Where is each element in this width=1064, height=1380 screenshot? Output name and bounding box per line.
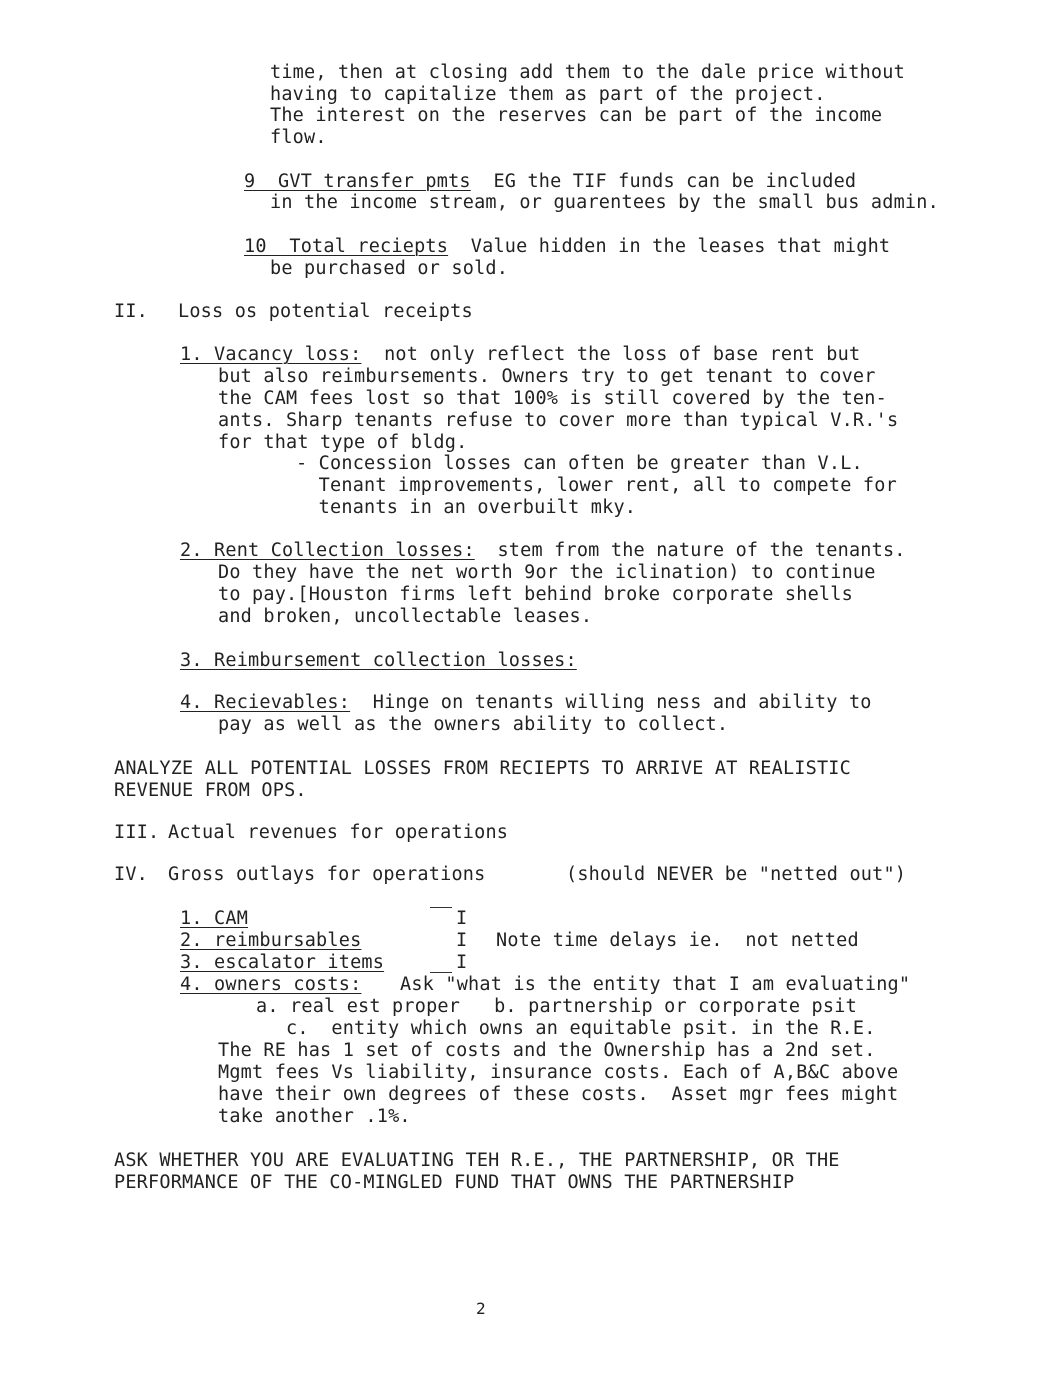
rent-collection-line: to pay.[Houston firms left behind broke corporate shells (218, 584, 853, 605)
bracket-mark: I (456, 930, 468, 951)
owners-costs-detail: take another .1%. (218, 1106, 411, 1127)
owners-costs-sub-ab: a. real est proper b. partnership or corporate psit (256, 996, 857, 1017)
owners-costs-sub-c: c. entity which owns an equitable psit. in the R.E. (286, 1018, 876, 1039)
reimbursement-heading: 3. Reimbursement collection losses: (180, 650, 577, 671)
concession-line: Tenant improvements, lower rent, all to compete for (296, 475, 897, 496)
outlay-item (180, 930, 361, 952)
closing-note-line: ASK WHETHER YOU ARE EVALUATING TEH R.E., THE PARTNERSHIP, OR THE (114, 1150, 840, 1171)
reimbursement-line (180, 650, 577, 672)
continuation-line: flow. (270, 127, 327, 148)
section-3-numeral: III. (114, 822, 160, 843)
owners-costs-detail: The RE has 1 set of costs and the Ownership has a 2nd set. (218, 1040, 876, 1061)
vacancy-line: ants. Sharp tenants refuse to cover more than typical V.R.'s (218, 410, 899, 431)
vacancy-heading: 1. Vacancy loss: (180, 344, 362, 365)
item-9-line-2: in the income stream, or guarentees by the small bus admin. (270, 192, 939, 213)
vacancy-text: not only reflect the loss of base rent but (361, 344, 861, 365)
item-10-line-2: be purchased or sold. (270, 258, 509, 279)
section-3-title: Actual revenues for operations (168, 822, 509, 843)
section-4-note: (should NEVER be "netted out") (566, 864, 907, 885)
outlay-item-cam: 1. CAM (180, 908, 249, 929)
continuation-line: The interest on the reserves can be part of the income (270, 105, 883, 126)
owners-costs-detail: have their own degrees of these costs. Asset mgr fees might (218, 1084, 899, 1105)
item-10-line-1 (244, 236, 890, 258)
section-2-numeral: II. (114, 301, 149, 322)
analyze-note-line: REVENUE FROM OPS. (114, 780, 307, 801)
page-number: 2 (476, 1299, 486, 1318)
owners-costs-detail: Mgmt fees Vs liability, insurance costs. Each of A,B&C above (218, 1062, 899, 1083)
rent-collection-line: and broken, uncollectable leases. (218, 606, 593, 627)
item-9-line-1 (244, 171, 856, 193)
outlay-item-reimbursables: 2. reimbursables (180, 930, 362, 951)
receivables-heading: 4. Recievables: (180, 692, 351, 713)
vacancy-line: the CAM fees lost so that 100% is still covered by the ten- (218, 388, 887, 409)
item-9-text: EG the TIF funds can be included (470, 171, 857, 192)
item-10-text: Value hidden in the leases that might (448, 236, 891, 257)
rent-collection-heading: 2. Rent Collection losses: (180, 540, 475, 561)
bracket-top-rule (430, 907, 452, 908)
outlay-item (180, 952, 384, 974)
outlay-item-owners-costs: 4. owners costs: (180, 974, 362, 995)
section-2-title: Loss os potential receipts (178, 301, 473, 322)
section-4-title: Gross outlays for operations (168, 864, 486, 885)
outlay-item (180, 974, 361, 996)
vacancy-line-1 (180, 344, 860, 366)
bracket-bottom-rule (430, 972, 452, 973)
outlay-item-escalator: 3. escalator items (180, 952, 385, 973)
concession-line: tenants in an overbuilt mky. (296, 497, 637, 518)
analyze-note-line: ANALYZE ALL POTENTIAL LOSSES FROM RECIEPTS TO ARRIVE AT REALISTIC (114, 758, 851, 779)
item-10-heading: 10 Total reciepts (244, 236, 449, 257)
receivables-line-1 (180, 692, 872, 714)
vacancy-line: but also reimbursements. Owners try to get tenant to cover (218, 366, 876, 387)
bracket-mark: I (456, 952, 468, 973)
concession-line: - Concession losses can often be greater than V.L. (296, 453, 863, 474)
receivables-text: Hinge on tenants willing ness and ability to (350, 692, 872, 713)
continuation-line: time, then at closing add them to the dale price without (270, 62, 905, 83)
rent-collection-line-1 (180, 540, 906, 562)
vacancy-line: for that type of bldg. (218, 432, 468, 453)
outlay-item (180, 908, 248, 930)
section-4-numeral: IV. (114, 864, 149, 885)
continuation-line: having to capitalize them as part of the project. (270, 84, 826, 105)
receivables-line-2: pay as well as the owners ability to collect. (218, 714, 729, 735)
closing-note-line: PERFORMANCE OF THE CO-MINGLED FUND THAT OWNS THE PARTNERSHIP (114, 1172, 795, 1193)
rent-collection-text: stem from the nature of the tenants. (474, 540, 906, 561)
ask-entity-line: Ask "what is the entity that I am evaluating" (400, 974, 911, 995)
bracket-note: Note time delays ie. not netted (496, 930, 859, 951)
bracket-mark: I (456, 908, 468, 929)
rent-collection-line: Do they have the net worth 9or the iclination) to continue (218, 562, 876, 583)
item-9-heading: 9 GVT transfer pmts (244, 171, 471, 192)
